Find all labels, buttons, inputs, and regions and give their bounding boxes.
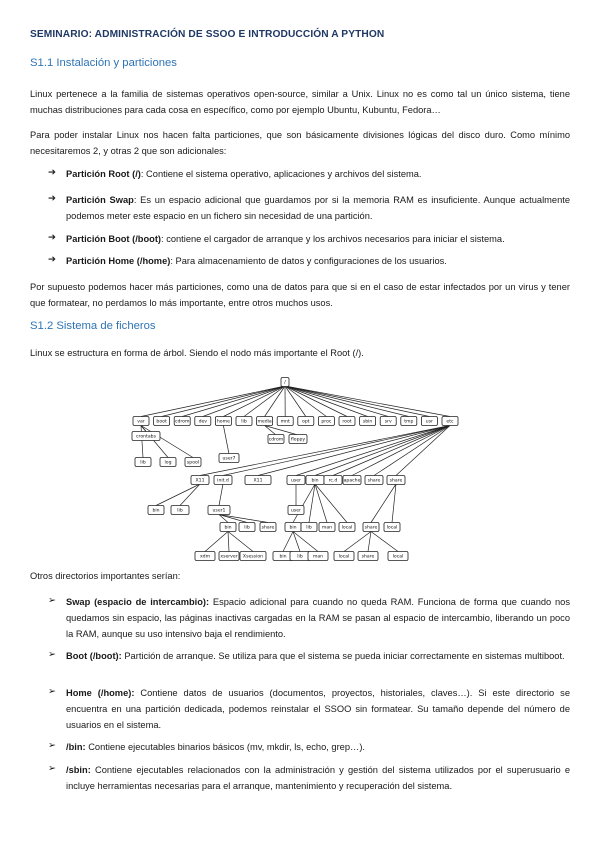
- tree-edge: [285, 386, 450, 417]
- filesystem-tree-diagram: [128, 372, 473, 568]
- tree-edge: [156, 484, 200, 506]
- tree-edge: [344, 532, 371, 552]
- paragraph-other-dirs: Otros directorios importantes serían:: [30, 571, 181, 581]
- tree-node-level5: [195, 552, 215, 561]
- tree-edge: [285, 386, 429, 417]
- tree-node-etc-child: [245, 476, 271, 485]
- tree-node-level5: [388, 552, 408, 561]
- triangle-bullet-icon: ➢: [48, 686, 56, 697]
- tree-node-usr: [421, 417, 437, 426]
- tree-node-etc-child: [365, 476, 383, 485]
- item-text: : Contiene el sistema operativo, aplicaciones y archivos del sistema.: [140, 169, 422, 179]
- tree-node-level5: [334, 552, 354, 561]
- tree-node-label: opt: [302, 419, 310, 425]
- tree-node-home: [215, 417, 231, 426]
- tree-edge: [352, 426, 450, 476]
- tree-node-label: Xsession: [242, 554, 264, 560]
- item-term: /sbin:: [66, 765, 91, 775]
- tree-node-level5: [219, 552, 239, 561]
- tree-node-label: cdrom: [174, 419, 190, 425]
- tree-node-var-lib: [135, 458, 151, 467]
- paragraph-linux-intro: Linux pertenece a la familia de sistemas operativos open-source, similar a Unix. Linux no es como tal un único sistema, tiene muchas distribuciones para cada cosa en específico, como por ejemplo Ubuntu, Kubuntu, Fedora…: [30, 89, 570, 115]
- tree-node-label: bin: [152, 508, 160, 514]
- list-item-root: [66, 166, 570, 182]
- list-item-swap: [66, 192, 570, 224]
- item-term: Partición Root (/): [66, 169, 141, 179]
- tree-edge: [396, 426, 450, 476]
- tree-node-level4: [339, 523, 355, 532]
- paragraph-more-partitions: Por supuesto podemos hacer más particiones, como una de datos para que si en el caso de estar infectados por un virus y tener que formatear, no perdamos lo más importante, entre otros muchos usos.: [30, 282, 570, 308]
- tree-node-label: X11: [195, 478, 205, 484]
- tree-node-label: rc.d: [328, 478, 338, 484]
- item-text: : contiene el cargador de arranque y los archivos necesarios para iniciar el sistema.: [161, 234, 505, 244]
- tree-node-var-log: [160, 458, 176, 467]
- item-term: Partición Home (/home): [66, 256, 171, 266]
- tree-node-label: mnt: [280, 419, 290, 425]
- tree-node-etc-child: [287, 476, 305, 485]
- tree-node-mnt: [277, 417, 293, 426]
- tree-node-etc-child: [387, 476, 405, 485]
- tree-node-etc-child: [306, 476, 324, 485]
- section-heading-installation: S1.1 Instalación y particiones: [30, 57, 177, 69]
- tree-node-label: bin: [279, 554, 287, 560]
- tree-edge: [223, 426, 229, 455]
- tree-edge: [182, 386, 285, 417]
- tree-node-label: cdrom: [268, 437, 284, 443]
- tree-node-label: bin: [224, 525, 232, 531]
- tree-node-crontabs: [132, 432, 160, 441]
- tree-node-level5: [240, 552, 266, 561]
- tree-edge: [141, 426, 168, 458]
- tree-node-level5: [290, 552, 310, 561]
- tree-node-proc: [318, 417, 334, 426]
- tree-node-sub: [288, 506, 304, 515]
- tree-node-label: man: [312, 554, 324, 560]
- tree-edge: [205, 532, 228, 552]
- tree-node-root: [339, 417, 355, 426]
- tree-edge: [285, 386, 409, 417]
- tree-node-level5: [308, 552, 328, 561]
- tree-node-label: /: [284, 380, 286, 386]
- arrow-bullet-icon: ➔: [48, 193, 56, 204]
- tree-edge: [141, 386, 285, 417]
- tree-node-label: lib: [177, 508, 183, 514]
- tree-edge: [162, 386, 285, 417]
- tree-node-label: bin: [289, 525, 297, 531]
- tree-node-level4: [220, 523, 236, 532]
- arrow-bullet-icon: ➔: [48, 232, 56, 243]
- arrow-bullet-icon: ➔: [48, 167, 56, 178]
- tree-node-media-floppy: [289, 435, 307, 444]
- tree-node-label: X11: [253, 478, 263, 484]
- tree-node-etc-child: [191, 476, 209, 485]
- tree-edge: [368, 532, 371, 552]
- paragraph-tree-intro: Linux se estructura en forma de árbol. Siendo el nodo más importante el Root (/).: [30, 348, 364, 358]
- tree-edge: [315, 484, 327, 523]
- tree-node-label: user: [290, 478, 302, 484]
- tree-node-label: home: [216, 419, 230, 425]
- tree-node-label: user1: [212, 508, 226, 514]
- tree-edge: [371, 532, 398, 552]
- tree-node-media: [257, 417, 273, 426]
- triangle-bullet-icon: ➢: [48, 763, 56, 774]
- tree-node-label: dev: [198, 419, 208, 425]
- tree-node-level4: [260, 523, 276, 532]
- tree-node-sub: [148, 506, 164, 515]
- tree-node-label: sbin: [362, 419, 373, 425]
- tree-node-label: log: [164, 460, 172, 466]
- tree-node-label: xserver: [220, 554, 238, 560]
- tree-edge: [333, 426, 450, 476]
- item-text: : Para almacenamiento de datos y configuraciones de los usuarios.: [170, 256, 447, 266]
- tree-edge: [265, 426, 298, 436]
- item-text: Espacio adicional para cuando no queda RAM. Funciona de forma que cuando nos quedamos sin espacio, las páginas inactivas cargadas en la RAM se pasan al espacio de intercambio, liberando un poco la RAM, aunque su uso intensivo baja el rendimiento.: [66, 597, 570, 639]
- tree-node-label: user7: [222, 456, 236, 462]
- tree-node-level5: [358, 552, 378, 561]
- tree-node-sbin: [360, 417, 376, 426]
- tree-edge: [285, 386, 368, 417]
- tree-node-etc-child: [343, 476, 361, 485]
- tree-node-etc: [442, 417, 458, 426]
- tree-node-label: share: [389, 478, 403, 484]
- tree-edge: [219, 484, 223, 506]
- tree-node-dev: [195, 417, 211, 426]
- item-text: Contiene ejecutables binarios básicos (mv, mkdir, ls, echo, grep…).: [85, 742, 365, 752]
- tree-node-label: xdm: [199, 554, 211, 560]
- tree-node-etc-child: [214, 476, 232, 485]
- tree-node-label: lib: [297, 554, 303, 560]
- tree-edge: [228, 532, 229, 552]
- tree-edge: [258, 426, 450, 476]
- tree-edge: [203, 386, 285, 417]
- tree-edge: [141, 426, 143, 458]
- tree-node-boot: [154, 417, 170, 426]
- tree-node-srv: [380, 417, 396, 426]
- tree-node-label: media: [257, 419, 272, 425]
- tree-node-label: local: [341, 525, 353, 531]
- tree-node-label: local: [392, 554, 404, 560]
- item-text: Contiene datos de usuarios (documentos, proyectos, historiales, claves…). Si este directorio se encuentra en una partición dedicada, podemos reinstalar el SSOO sin formatear. Su tamaño depende del número de usuarios en el sistema.: [66, 688, 570, 730]
- triangle-bullet-icon: ➢: [48, 649, 56, 660]
- tree-node-var: [133, 417, 149, 426]
- triangle-bullet-icon: ➢: [48, 740, 56, 751]
- tree-node-label: root: [342, 419, 352, 425]
- tree-node-label: lib: [306, 525, 312, 531]
- tree-node-label: share: [364, 525, 378, 531]
- arrow-bullet-icon: ➔: [48, 254, 56, 265]
- item-term: Partición Boot (/boot): [66, 234, 162, 244]
- paragraph-partitions-intro: Para poder instalar Linux nos hacen falta particiones, que son básicamente divisiones lógicas del disco duro. Como mínimo necesitaremos 2, y otras 2 que son adicionales:: [30, 130, 570, 156]
- tree-node-label: var: [137, 419, 145, 425]
- tree-node-label: man: [321, 525, 333, 531]
- tree-node-label: local: [338, 554, 350, 560]
- item-term: Swap (espacio de intercambio):: [66, 597, 210, 607]
- tree-node-level4: [363, 523, 379, 532]
- tree-node-label: local: [386, 525, 398, 531]
- tree-node-sub: [208, 506, 230, 515]
- tree-node-cdrom: [174, 417, 190, 426]
- list-item-home: [66, 253, 570, 269]
- tree-edge: [223, 426, 450, 476]
- tree-node-label: usr: [425, 419, 434, 425]
- section-heading-filesystem: S1.2 Sistema de ficheros: [30, 320, 156, 332]
- tree-edge: [228, 532, 253, 552]
- tree-node-label: bin: [311, 478, 319, 484]
- tree-node-label: crontabs: [136, 434, 156, 440]
- list-item-swap-space: [66, 594, 570, 642]
- tree-node-level4: [301, 523, 317, 532]
- item-term: /bin:: [66, 742, 86, 752]
- tree-node-label: lib: [244, 525, 250, 531]
- tree-node-label: etc: [446, 419, 454, 425]
- item-term: Home (/home):: [66, 688, 135, 698]
- tree-node-label: lib: [140, 460, 146, 466]
- document-title: SEMINARIO: ADMINISTRACIÓN DE SSOO E INTRODUCCIÓN A PYTHON: [30, 29, 385, 40]
- tree-node-user7: [219, 454, 239, 463]
- tree-node-label: floppy: [290, 437, 306, 443]
- list-item-sbin-dir: [66, 762, 570, 794]
- item-text: Partición de arranque. Se utiliza para que el sistema se pueda iniciar correctamente en sistemas multiboot.: [121, 651, 565, 661]
- tree-node-level4: [239, 523, 255, 532]
- tree-node-label: tmp: [404, 419, 414, 425]
- tree-node-label: boot: [156, 419, 167, 425]
- triangle-bullet-icon: ➢: [48, 595, 56, 606]
- tree-node-level4: [319, 523, 335, 532]
- tree-node-opt: [298, 417, 314, 426]
- tree-node-label: srv: [384, 419, 392, 425]
- tree-edge: [296, 426, 450, 476]
- tree-edge: [315, 484, 347, 523]
- tree-node-level4: [384, 523, 400, 532]
- tree-node-tmp: [401, 417, 417, 426]
- tree-node-var-spool: [185, 458, 201, 467]
- tree-edge: [141, 426, 193, 458]
- tree-node-label: init.d: [217, 478, 229, 484]
- tree-node-sub: [171, 506, 189, 515]
- tree-node-label: user: [290, 508, 302, 514]
- list-item-boot: [66, 231, 570, 247]
- tree-node-label: spool: [186, 460, 200, 466]
- tree-edge: [285, 386, 388, 417]
- tree-edge: [180, 484, 200, 506]
- tree-root: [281, 378, 289, 387]
- tree-node-lib: [236, 417, 252, 426]
- tree-node-label: apache: [343, 478, 361, 484]
- item-text: : Es un espacio adicional que guardamos por si la memoria RAM es insuficiente. Aunque actualmente podemos meter este espacio en un fichero sin necesidad de una partición.: [66, 195, 570, 221]
- tree-node-label: lib: [241, 419, 247, 425]
- tree-node-media-cdrom: [268, 435, 284, 444]
- tree-node-label: proc: [321, 419, 332, 425]
- list-item-home-dir: [66, 685, 570, 733]
- tree-edge: [283, 532, 293, 552]
- tree-node-level4: [285, 523, 301, 532]
- list-item-boot-dir: [66, 648, 570, 664]
- tree-node-label: share: [261, 525, 275, 531]
- tree-node-label: share: [361, 554, 375, 560]
- tree-node-label: share: [367, 478, 381, 484]
- tree-node-etc-child: [324, 476, 342, 485]
- item-text: Contiene ejecutables relacionados con la administración y gestión del sistema utilizados por el superusuario e incluye herramientas necesarias para el arranque, mantenimiento y recuperación del sistema.: [66, 765, 570, 791]
- item-term: Partición Swap: [66, 195, 134, 205]
- item-term: Boot (/boot):: [66, 651, 122, 661]
- list-item-bin-dir: [66, 739, 570, 755]
